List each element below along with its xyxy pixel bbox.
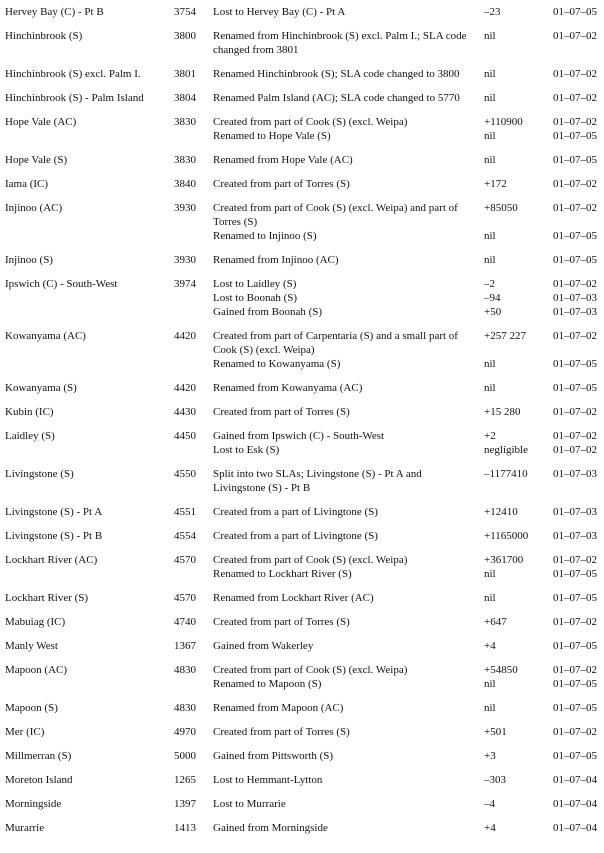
event-list — [196, 639, 604, 653]
area-name: Injinoo (AC) — [5, 202, 63, 214]
event-change: nil — [484, 154, 496, 166]
change-event — [213, 567, 604, 581]
event-change: +54850 — [484, 664, 518, 676]
change-event — [213, 821, 604, 835]
event-list — [196, 821, 604, 835]
area-code: 1397 — [174, 798, 196, 810]
area-code: 3800 — [174, 30, 196, 42]
event-date: 01–07–05 — [553, 678, 597, 690]
event-date: 01–07–05 — [553, 640, 597, 652]
event-date: 01–07–02 — [553, 554, 597, 566]
event-list — [196, 505, 604, 519]
event-list — [196, 725, 604, 739]
area-code: 3840 — [174, 178, 196, 190]
event-change: +3 — [484, 750, 496, 762]
table-row — [5, 91, 604, 105]
event-description: Renamed from Lockhart River (AC) — [213, 592, 374, 604]
event-description: Renamed Hinchinbrook (S); SLA code changed to 3800 — [213, 68, 460, 80]
event-date: 01–07–02 — [553, 430, 597, 442]
area-name: Hinchinbrook (S) excl. Palm I. — [5, 68, 141, 80]
event-description: Lost to Esk (S) — [213, 444, 280, 456]
table-row — [5, 773, 604, 787]
event-change: +361700 — [484, 554, 524, 566]
event-change: +15 280 — [484, 406, 521, 418]
area-name: Kubin (IC) — [5, 406, 54, 418]
event-description: Created from part of Carpentaria (S) and a small part of Cook (S) (excl. Weipa) — [213, 330, 458, 356]
event-change: nil — [484, 702, 496, 714]
change-event — [213, 639, 604, 653]
event-description: Split into two SLAs; Livingstone (S) - Pt A and Livingstone (S) - Pt B — [213, 468, 422, 494]
event-date: 01–07–05 — [553, 382, 597, 394]
change-event — [213, 381, 604, 395]
change-event — [213, 773, 604, 787]
event-change: nil — [484, 568, 496, 580]
table-row — [5, 405, 604, 419]
table-row — [5, 821, 604, 835]
table-row — [5, 153, 604, 167]
area-code: 5000 — [174, 750, 196, 762]
area-name: Murarrie — [5, 822, 45, 834]
change-event — [213, 357, 604, 371]
event-description: Created from part of Cook (S) (excl. Weipa) — [213, 554, 408, 566]
change-event — [213, 591, 604, 605]
table-row — [5, 663, 604, 691]
event-change: nil — [484, 382, 496, 394]
change-event — [213, 443, 604, 457]
area-name: Livingstone (S) - Pt A — [5, 506, 103, 518]
event-date: 01–07–05 — [553, 702, 597, 714]
table-row — [5, 591, 604, 605]
event-description: Created from part of Cook (S) (excl. Weipa) — [213, 116, 408, 128]
event-description: Renamed Palm Island (AC); SLA code changed to 5770 — [213, 92, 460, 104]
sla-change-table — [5, 5, 604, 835]
table-row — [5, 115, 604, 143]
event-date: 01–07–02 — [553, 278, 597, 290]
area-name: Hervey Bay (C) - Pt B — [5, 6, 104, 18]
event-date: 01–07–03 — [553, 292, 597, 304]
area-code: 4554 — [174, 530, 196, 542]
table-row — [5, 177, 604, 191]
area-code: 4740 — [174, 616, 196, 628]
table-row — [5, 553, 604, 581]
change-event — [213, 91, 604, 105]
event-list — [196, 529, 604, 543]
event-change: +172 — [484, 178, 507, 190]
area-name: Hinchinbrook (S) - Palm Island — [5, 92, 144, 104]
event-list — [196, 201, 604, 243]
change-event — [213, 749, 604, 763]
event-change: +50 — [484, 306, 502, 318]
area-code: 4420 — [174, 382, 196, 394]
table-row — [5, 67, 604, 81]
event-date: 01–07–05 — [553, 750, 597, 762]
change-event — [213, 129, 604, 143]
event-change: +4 — [484, 822, 496, 834]
area-code: 3801 — [174, 68, 196, 80]
change-event — [213, 305, 604, 319]
event-change: +647 — [484, 616, 507, 628]
event-list — [196, 405, 604, 419]
area-name: Manly West — [5, 640, 58, 652]
event-description: Renamed from Hope Vale (AC) — [213, 154, 353, 166]
event-list — [196, 5, 604, 19]
table-row — [5, 615, 604, 629]
table-row — [5, 5, 604, 19]
event-description: Renamed to Lockhart River (S) — [213, 568, 352, 580]
change-event — [213, 29, 604, 57]
event-date: 01–07–04 — [553, 822, 597, 834]
area-name: Hope Vale (S) — [5, 154, 68, 166]
event-change: nil — [484, 592, 496, 604]
event-date: 01–07–04 — [553, 798, 597, 810]
change-event — [213, 229, 604, 243]
event-list — [196, 177, 604, 191]
event-list — [196, 329, 604, 371]
table-row — [5, 701, 604, 715]
event-date: 01–07–05 — [553, 230, 597, 242]
event-description: Renamed to Hope Vale (S) — [213, 130, 331, 142]
area-code: 4551 — [174, 506, 196, 518]
event-date: 01–07–02 — [553, 178, 597, 190]
area-name: Lockhart River (S) — [5, 592, 89, 604]
event-description: Renamed to Injinoo (S) — [213, 230, 317, 242]
event-description: Created from part of Torres (S) — [213, 178, 350, 190]
event-description: Renamed from Mapoon (AC) — [213, 702, 344, 714]
area-code: 3974 — [174, 278, 196, 290]
event-date: 01–07–02 — [553, 116, 597, 128]
area-name: Laidley (S) — [5, 430, 55, 442]
event-date: 01–07–02 — [553, 444, 597, 456]
event-description: Created from a part of Livingtone (S) — [213, 506, 378, 518]
event-change: –1177410 — [484, 468, 528, 480]
event-description: Lost to Hervey Bay (C) - Pt A — [213, 6, 346, 18]
change-event — [213, 177, 604, 191]
change-event — [213, 615, 604, 629]
area-name: Kowanyama (S) — [5, 382, 77, 394]
event-description: Created from part of Torres (S) — [213, 406, 350, 418]
event-description: Renamed from Hinchinbrook (S) excl. Palm I.; SLA code changed from 3801 — [213, 30, 467, 56]
area-code: 4830 — [174, 664, 196, 676]
event-change: –94 — [484, 292, 501, 304]
event-date: 01–07–02 — [553, 92, 597, 104]
event-description: Lost to Boonah (S) — [213, 292, 298, 304]
event-change: +12410 — [484, 506, 518, 518]
event-list — [196, 91, 604, 105]
area-code: 4420 — [174, 330, 196, 342]
event-description: Renamed to Kowanyama (S) — [213, 358, 341, 370]
event-list — [196, 429, 604, 457]
table-row — [5, 329, 604, 371]
table-row — [5, 639, 604, 653]
event-list — [196, 29, 604, 57]
change-event — [213, 429, 604, 443]
area-code: 1413 — [174, 822, 196, 834]
event-list — [196, 749, 604, 763]
change-event — [213, 529, 604, 543]
table-row — [5, 429, 604, 457]
event-change: –4 — [484, 798, 495, 810]
event-list — [196, 253, 604, 267]
event-date: 01–07–02 — [553, 330, 597, 342]
event-description: Gained from Boonah (S) — [213, 306, 323, 318]
event-change: negligible — [484, 444, 528, 456]
area-name: Iama (IC) — [5, 178, 49, 190]
area-name: Millmerran (S) — [5, 750, 72, 762]
event-change: +257 227 — [484, 330, 526, 342]
event-description: Created from part of Torres (S) — [213, 726, 350, 738]
change-event — [213, 553, 604, 567]
table-row — [5, 201, 604, 243]
event-description: Created from part of Cook (S) (excl. Weipa) and part of Torres (S) — [213, 202, 458, 228]
event-list — [196, 591, 604, 605]
event-list — [196, 773, 604, 787]
table-row — [5, 467, 604, 495]
event-change: +1165000 — [484, 530, 529, 542]
table-row — [5, 797, 604, 811]
event-date: 01–07–02 — [553, 30, 597, 42]
change-event — [213, 505, 604, 519]
area-name: Mer (IC) — [5, 726, 45, 738]
area-code: 1367 — [174, 640, 196, 652]
table-row — [5, 277, 604, 319]
event-date: 01–07–05 — [553, 6, 597, 18]
event-change: nil — [484, 30, 496, 42]
area-name: Kowanyama (AC) — [5, 330, 86, 342]
area-code: 3930 — [174, 202, 196, 214]
event-list — [196, 701, 604, 715]
area-code: 3754 — [174, 6, 196, 18]
event-change: nil — [484, 92, 496, 104]
area-name: Ipswich (C) - South-West — [5, 278, 118, 290]
area-code: 4550 — [174, 468, 196, 480]
area-name: Mapoon (S) — [5, 702, 58, 714]
table-row — [5, 29, 604, 57]
change-event — [213, 5, 604, 19]
change-event — [213, 291, 604, 305]
event-list — [196, 467, 604, 495]
area-code: 3830 — [174, 154, 196, 166]
event-change: nil — [484, 130, 496, 142]
change-event — [213, 725, 604, 739]
event-description: Renamed from Kowanyama (AC) — [213, 382, 363, 394]
area-name: Hope Vale (AC) — [5, 116, 77, 128]
area-code: 4830 — [174, 702, 196, 714]
area-name: Mapoon (AC) — [5, 664, 68, 676]
event-list — [196, 615, 604, 629]
area-name: Injinoo (S) — [5, 254, 53, 266]
event-change: +2 — [484, 430, 496, 442]
table-row — [5, 749, 604, 763]
event-date: 01–07–02 — [553, 406, 597, 418]
event-date: 01–07–05 — [553, 358, 597, 370]
area-code: 4430 — [174, 406, 196, 418]
event-list — [196, 663, 604, 691]
event-change: nil — [484, 68, 496, 80]
event-list — [196, 381, 604, 395]
event-change: +501 — [484, 726, 507, 738]
area-code: 4450 — [174, 430, 196, 442]
event-date: 01–07–05 — [553, 568, 597, 580]
event-description: Renamed from Injinoo (AC) — [213, 254, 339, 266]
event-description: Created from a part of Livingtone (S) — [213, 530, 378, 542]
event-date: 01–07–03 — [553, 506, 597, 518]
change-event — [213, 677, 604, 691]
change-event — [213, 277, 604, 291]
event-date: 01–07–04 — [553, 774, 597, 786]
event-date: 01–07–03 — [553, 468, 597, 480]
table-row — [5, 725, 604, 739]
event-description: Gained from Pittsworth (S) — [213, 750, 334, 762]
event-list — [196, 797, 604, 811]
table-row — [5, 529, 604, 543]
event-change: –2 — [484, 278, 495, 290]
event-description: Gained from Wakerley — [213, 640, 314, 652]
event-description: Gained from Morningside — [213, 822, 328, 834]
event-description: Gained from Ipswich (C) - South-West — [213, 430, 385, 442]
change-event — [213, 701, 604, 715]
table-row — [5, 505, 604, 519]
event-list — [196, 553, 604, 581]
event-date: 01–07–02 — [553, 68, 597, 80]
area-code: 4570 — [174, 554, 196, 566]
area-name: Livingstone (S) — [5, 468, 74, 480]
event-change: nil — [484, 678, 496, 690]
change-event — [213, 797, 604, 811]
area-code: 4570 — [174, 592, 196, 604]
change-event — [213, 67, 604, 81]
event-description: Created from part of Cook (S) (excl. Weipa) — [213, 664, 408, 676]
area-name: Morningside — [5, 798, 62, 810]
event-date: 01–07–05 — [553, 254, 597, 266]
event-description: Created from part of Torres (S) — [213, 616, 350, 628]
event-change: +4 — [484, 640, 496, 652]
event-change: –303 — [484, 774, 506, 786]
event-date: 01–07–05 — [553, 130, 597, 142]
event-date: 01–07–05 — [553, 592, 597, 604]
event-change: nil — [484, 358, 496, 370]
change-event — [213, 663, 604, 677]
event-date: 01–07–02 — [553, 616, 597, 628]
event-description: Lost to Laidley (S) — [213, 278, 297, 290]
area-code: 3930 — [174, 254, 196, 266]
change-event — [213, 253, 604, 267]
event-list — [196, 67, 604, 81]
area-name: Moreton Island — [5, 774, 73, 786]
area-name: Lockhart River (AC) — [5, 554, 98, 566]
area-code: 3830 — [174, 116, 196, 128]
event-change: +110900 — [484, 116, 523, 128]
table-row — [5, 253, 604, 267]
event-list — [196, 153, 604, 167]
event-date: 01–07–02 — [553, 726, 597, 738]
table-row — [5, 381, 604, 395]
area-code: 3804 — [174, 92, 196, 104]
event-description: Lost to Murrarie — [213, 798, 286, 810]
change-event — [213, 467, 604, 495]
event-change: +85050 — [484, 202, 518, 214]
event-date: 01–07–02 — [553, 664, 597, 676]
area-name: Livingstone (S) - Pt B — [5, 530, 103, 542]
event-change: nil — [484, 254, 496, 266]
area-code: 1265 — [174, 774, 196, 786]
area-name: Hinchinbrook (S) — [5, 30, 83, 42]
change-event — [213, 115, 604, 129]
event-description: Lost to Hemmant-Lytton — [213, 774, 323, 786]
change-event — [213, 153, 604, 167]
event-date: 01–07–03 — [553, 306, 597, 318]
event-change: –23 — [484, 6, 501, 18]
change-event — [213, 405, 604, 419]
change-event — [213, 201, 604, 229]
change-event — [213, 329, 604, 357]
event-date: 01–07–02 — [553, 202, 597, 214]
area-name: Mabuiag (IC) — [5, 616, 66, 628]
event-change: nil — [484, 230, 496, 242]
event-list — [196, 115, 604, 143]
event-date: 01–07–05 — [553, 154, 597, 166]
event-description: Renamed to Mapoon (S) — [213, 678, 322, 690]
event-list — [196, 277, 604, 319]
event-date: 01–07–03 — [553, 530, 597, 542]
area-code: 4970 — [174, 726, 196, 738]
